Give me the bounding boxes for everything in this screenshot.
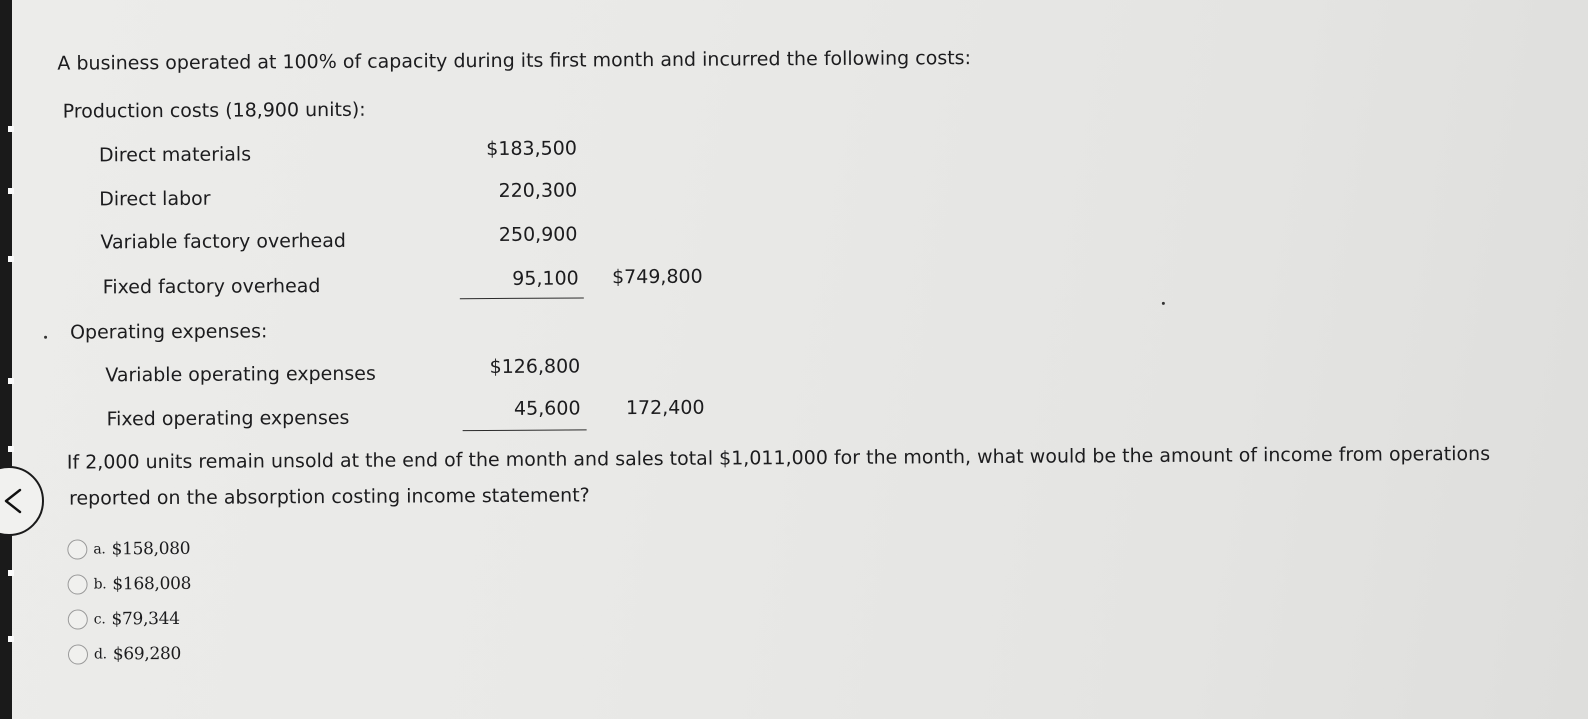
row-amount: $126,800 — [489, 355, 581, 379]
row-label: Variable factory overhead — [100, 229, 346, 254]
subtotal-underline — [460, 297, 584, 299]
option-letter: a. — [93, 541, 106, 558]
row-amount: 250,900 — [498, 223, 578, 246]
row-amount: $183,500 — [486, 137, 577, 161]
row-amount: 95,100 — [512, 267, 579, 290]
radio-button[interactable] — [68, 644, 88, 664]
option-letter: b. — [93, 576, 107, 593]
subtotal-underline — [463, 429, 587, 431]
row-label: Fixed operating expenses — [106, 406, 350, 431]
radio-button[interactable] — [67, 539, 87, 559]
row-label: Variable operating expenses — [105, 362, 376, 387]
stray-mark — [1162, 302, 1165, 305]
option-letter: d. — [93, 646, 107, 663]
row-amount: 220,300 — [498, 179, 578, 202]
option-value: $69,280 — [112, 643, 182, 665]
production-heading: Production costs (18,900 units): — [62, 98, 366, 123]
operating-heading: Operating expenses: — [69, 320, 268, 344]
stray-mark — [44, 336, 47, 339]
option-value: $168,008 — [112, 573, 192, 595]
question-text-line2: reported on the absorption costing income statement? — [68, 484, 590, 510]
intro-text: A business operated at 100% of capacity during its first month and incurred the following costs: — [57, 47, 972, 75]
production-total: $749,800 — [611, 265, 703, 289]
operating-total: 172,400 — [625, 396, 705, 420]
answer-option-c[interactable] — [68, 606, 180, 633]
row-label: Direct labor — [99, 187, 211, 211]
option-value: $158,080 — [111, 538, 191, 560]
radio-button[interactable] — [68, 609, 88, 629]
row-label: Direct materials — [98, 143, 252, 167]
option-value: $79,344 — [111, 608, 180, 630]
row-label: Fixed factory overhead — [102, 275, 321, 299]
answer-option-a[interactable] — [67, 536, 190, 563]
answer-option-b[interactable] — [67, 571, 191, 598]
answer-option-d[interactable] — [68, 641, 181, 668]
option-letter: c. — [93, 611, 106, 628]
chevron-left-icon — [2, 487, 26, 515]
row-amount: 45,600 — [513, 397, 581, 420]
radio-button[interactable] — [68, 574, 88, 594]
question-text-line1: If 2,000 units remain unsold at the end of the month and sales total $1,011,000 for the month, what would be the amount of income from operations — [66, 442, 1491, 474]
